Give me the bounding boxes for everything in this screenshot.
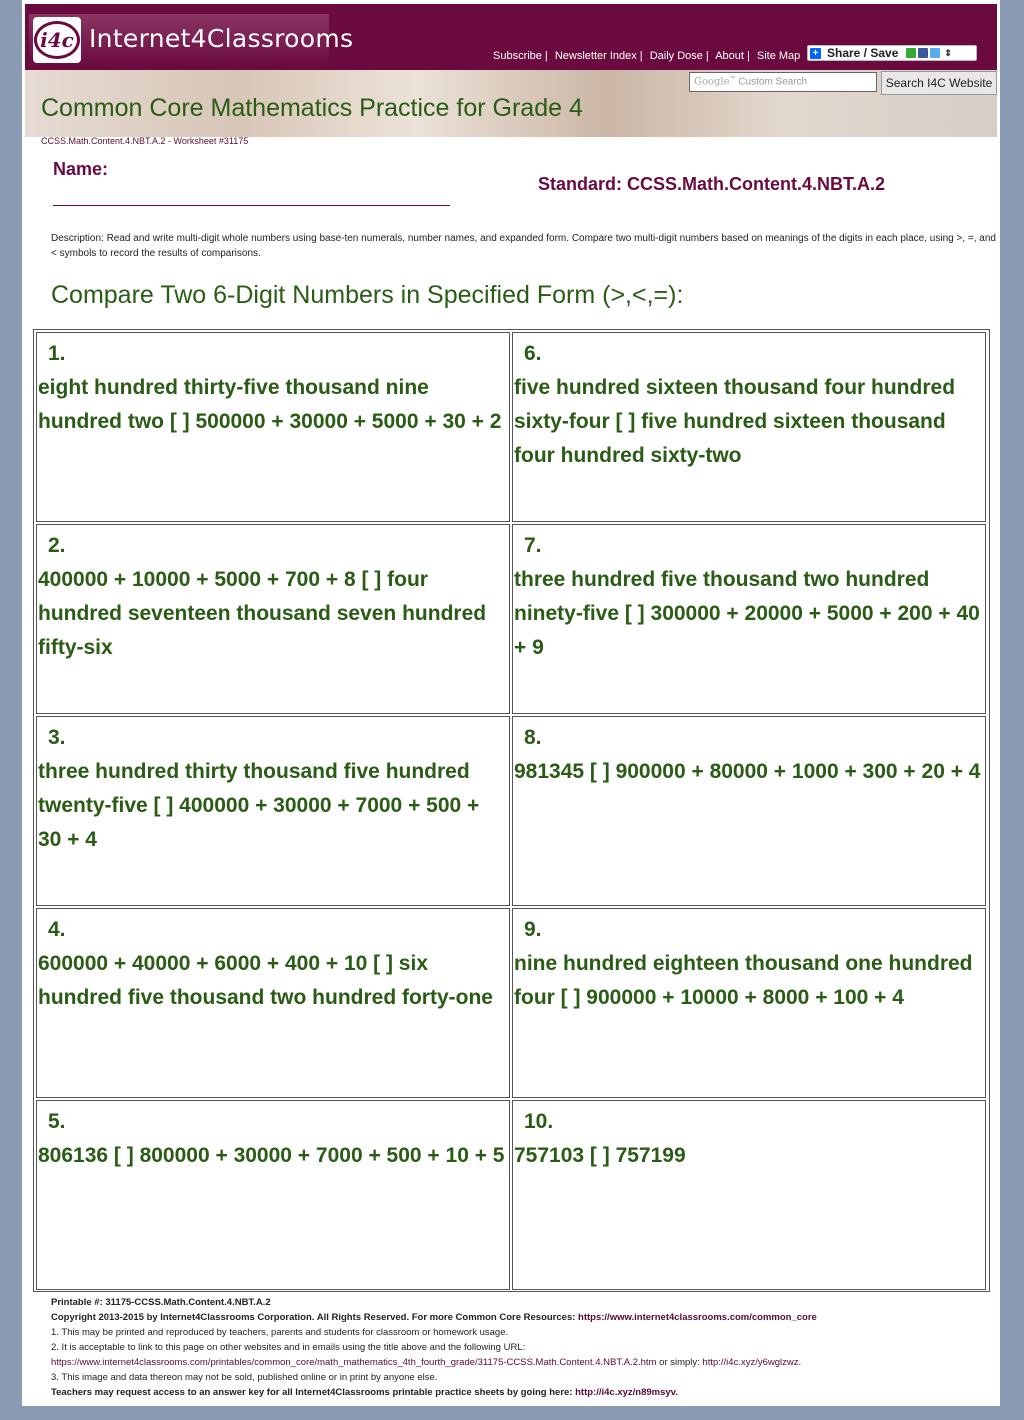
share-plus-icon: + [810, 48, 821, 59]
nav-newsletter-index[interactable]: Newsletter Index [554, 50, 637, 62]
name-label: Name: [53, 159, 109, 179]
note-2: 2. It is acceptable to link to this page on other websites and in emails using the title above and the following URL: [51, 1342, 526, 1353]
short-url-link[interactable]: http://i4c.xyz/y6wglzwz [702, 1357, 799, 1368]
worksheet-id: CCSS.Math.Content.4.NBT.A.2 - Worksheet #31175 [41, 136, 249, 146]
problem-cell: 2. 400000 + 10000 + 5000 + 700 + 8 [ ] four hundred seventeen thousand seven hundred fifty-six [36, 524, 510, 714]
printable-number: Printable #: 31175-CCSS.Math.Content.4.NBT.A.2 [51, 1297, 271, 1308]
problem-cell: 6. five hundred sixteen thousand four hundred sixty-four [ ] five hundred sixteen thousand four hundred sixty-two [512, 332, 986, 522]
logo-text: Internet4Classrooms [89, 24, 354, 53]
site-logo[interactable] [29, 14, 354, 67]
problem-cell: 7. three hundred five thousand two hundred ninety-five [ ] 300000 + 20000 + 5000 + 200 + 40 + 9 [512, 524, 986, 714]
site-header [25, 4, 997, 70]
answer-key-note: Teachers may request access to an answer key for all Internet4Classrooms printable practice sheets by going here: http://i4c.xyz/n89msyv. [51, 1387, 678, 1398]
problem-cell: 4. 600000 + 40000 + 6000 + 400 + 10 [ ] six hundred five thousand two hundred forty-one [36, 908, 510, 1098]
search-button[interactable]: Search I4C Website [881, 71, 997, 95]
facebook-icon [918, 48, 928, 58]
answer-key-link[interactable]: http://i4c.xyz/n89msyv [575, 1387, 676, 1398]
chevron-updown-icon: ⇕ [944, 47, 952, 58]
top-nav: Subscribe | Newsletter Index | Daily Dose | About | Site Map [493, 50, 801, 62]
description: Description: Read and write multi-digit whole numbers using base-ten numerals, number names, and expanded form. Compare two multi-digit numbers based on meanings of the digits in each place, using >, =, and < symbols to record the results of comparisons. [51, 233, 996, 259]
footer [51, 1295, 996, 1400]
nav-about[interactable]: About [715, 50, 744, 62]
nav-daily-dose[interactable]: Daily Dose [649, 50, 703, 62]
problem-cell: 3. three hundred thirty thousand five hundred twenty-five [ ] 400000 + 30000 + 7000 + 500 + 30 + 4 [36, 716, 510, 906]
note-1: 1. This may be printed and reproduced by teachers, parents and students for classroom or homework usage. [51, 1327, 509, 1338]
logo-mark: i4c [33, 17, 81, 63]
twitter-icon [930, 48, 940, 58]
share-save-button[interactable]: + Share / Save ⇕ [807, 45, 977, 61]
problem-cell: 8. 981345 [ ] 900000 + 80000 + 1000 + 300 + 20 + 4 [512, 716, 986, 906]
problem-cell: 1. eight hundred thirty-five thousand nine hundred two [ ] 500000 + 30000 + 5000 + 30 + 2 [36, 332, 510, 522]
banner [25, 70, 997, 137]
note-2-urls: https://www.internet4classrooms.com/printables/common_core/math_mathematics_4th_fourth_grade/31175-CCSS.Math.Content.4.NBT.A.2.htm or simply: http://i4c.xyz/y6wglzwz. [51, 1357, 802, 1368]
search-input[interactable]: Google™ Custom Search [689, 72, 877, 92]
problem-cell: 9. nine hundred eighteen thousand one hundred four [ ] 900000 + 10000 + 8000 + 100 + 4 [512, 908, 986, 1098]
name-line [53, 205, 450, 206]
nav-subscribe[interactable]: Subscribe [493, 50, 542, 62]
standard-label: Standard: CCSS.Math.Content.4.NBT.A.2 [538, 174, 886, 194]
copyright: Copyright 2013-2015 by Internet4Classrooms Corporation. All Rights Reserved. For more Common Core Resources: https://www.internet4classrooms.com/common_core [51, 1312, 817, 1323]
printable-url-link[interactable]: https://www.internet4classrooms.com/printables/common_core/math_mathematics_4th_fourth_grade/31175-CCSS.Math.Content.4.NBT.A.2.htm [51, 1357, 657, 1368]
common-core-link[interactable]: https://www.internet4classrooms.com/common_core [578, 1312, 817, 1323]
problem-cell: 5. 806136 [ ] 800000 + 30000 + 7000 + 500 + 10 + 5 [36, 1100, 510, 1290]
nav-site-map[interactable]: Site Map [756, 50, 801, 62]
share-icon [906, 48, 916, 58]
section-title: Compare Two 6-Digit Numbers in Specified Form (>,<,=): [51, 281, 684, 309]
page-title: Common Core Mathematics Practice for Grade 4 [41, 94, 583, 122]
problem-cell: 10. 757103 [ ] 757199 [512, 1100, 986, 1290]
note-3: 3. This image and data thereon may not be sold, published online or in print by anyone else. [51, 1372, 438, 1383]
